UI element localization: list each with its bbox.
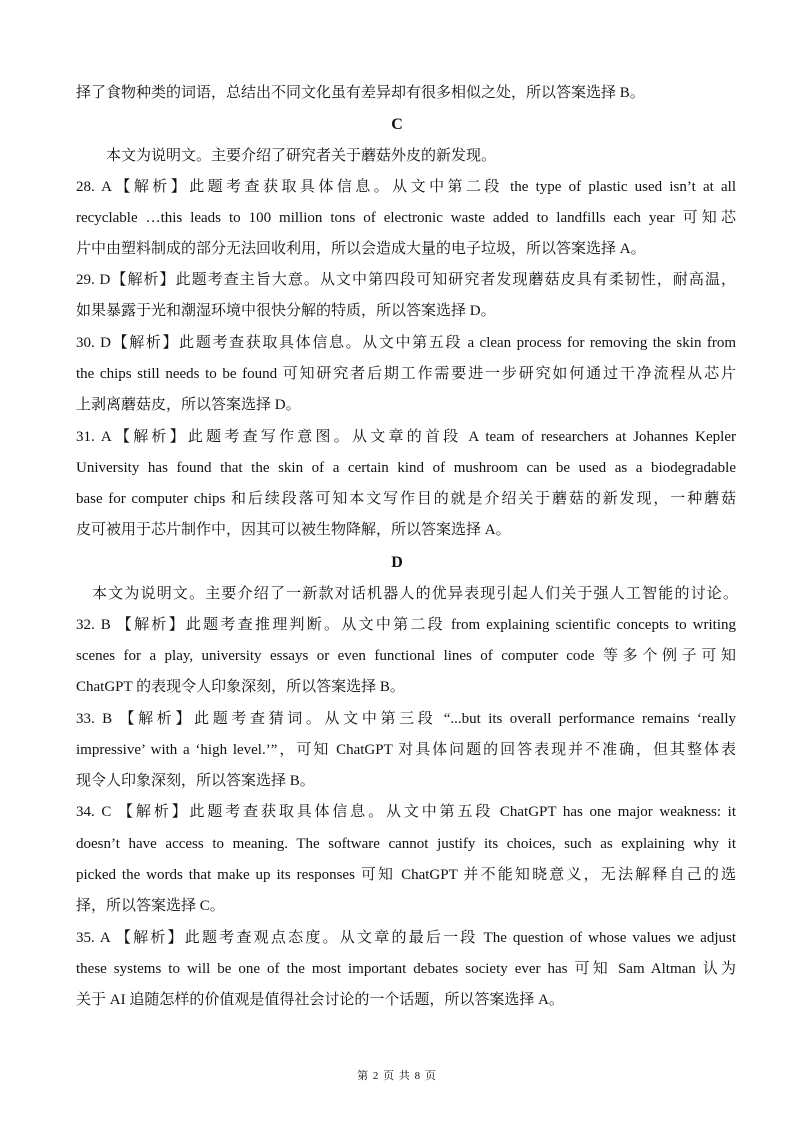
section-heading-d: D [391, 554, 403, 571]
answer-30-line: 上剥离蘑菇皮，所以答案选择 D。 [76, 397, 301, 413]
answer-31-line: base for computer chips 和后续段落可知本文写作目的就是介绍关于蘑菇的新发现，一种蘑菇 [76, 491, 736, 507]
answer-34-line: 34. C 【解析】此题考查获取具体信息。从文中第五段 ChatGPT has one major weakness: it [76, 804, 736, 820]
answer-33-line: 33. B 【解析】此题考查猜词。从文中第三段 “...but its overall performance remains ‘really [76, 711, 736, 727]
answer-35-line: these systems to will be one of the most important debates society ever has 可知 Sam Altman 认为 [76, 961, 736, 977]
answer-31-line: University has found that the skin of a certain kind of mushroom can be used as a biodegradable [76, 460, 736, 476]
answer-31-line: 31. A【解析】此题考查写作意图。从文章的首段 A team of researchers at Johannes Kepler [76, 429, 736, 445]
answer-33-line: impressive’ with a ‘high level.’”，可知 ChatGPT 对具体问题的回答表现并不准确，但其整体表 [76, 742, 736, 758]
answer-35-line: 关于 AI 追随怎样的价值观是值得社会讨论的一个话题，所以答案选择 A。 [76, 992, 564, 1008]
answer-28-line: 片中由塑料制成的部分无法回收利用，所以会造成大量的电子垃圾，所以答案选择 A。 [76, 241, 646, 257]
answer-33-line: 现令人印象深刻，所以答案选择 B。 [76, 773, 315, 789]
answer-32-line: ChatGPT 的表现令人印象深刻，所以答案选择 B。 [76, 679, 405, 695]
answer-31-line: 皮可被用于芯片制作中，因其可以被生物降解，所以答案选择 A。 [76, 522, 511, 538]
answer-34-line: doesn’t have access to meaning. The software cannot justify its choices, such as explaining why it [76, 836, 736, 852]
answer-28-line: 28. A【解析】此题考查获取具体信息。从文中第二段 the type of plastic used isn’t at all [76, 179, 736, 195]
answer-32-line: scenes for a play, university essays or even functional lines of computer code 等多个例子可知 [76, 648, 736, 664]
answer-34-line: 择，所以答案选择 C。 [76, 898, 225, 914]
answer-29-line: 如果暴露于光和潮湿环境中很快分解的特质，所以答案选择 D。 [76, 303, 496, 319]
section-c-intro: 本文为说明文。主要介绍了研究者关于蘑菇外皮的新发现。 [106, 148, 497, 164]
continued-answer-line: 择了食物种类的词语，总结出不同文化虽有差异却有很多相似之处，所以答案选择 B。 [76, 85, 645, 101]
page-number-footer: 第 2 页 共 8 页 [357, 1070, 437, 1082]
answer-34-line: picked the words that make up its responses 可知 ChatGPT 并不能知晓意义，无法解释自己的选 [76, 867, 736, 883]
answer-30-line: the chips still needs to be found 可知研究者后期工作需要进一步研究如何通过干净流程从芯片 [76, 366, 736, 382]
answer-29-line: 29. D【解析】此题考查主旨大意。从文中第四段可知研究者发现蘑菇皮具有柔韧性，耐高温， [76, 272, 736, 288]
answer-35-line: 35. A 【解析】此题考查观点态度。从文章的最后一段 The question of whose values we adjust [76, 930, 736, 946]
section-heading-c: C [391, 116, 403, 133]
answer-32-line: 32. B 【解析】此题考查推理判断。从文中第二段 from explaining scientific concepts to writing [76, 617, 736, 633]
answer-30-line: 30. D【解析】此题考查获取具体信息。从文中第五段 a clean process for removing the skin from [76, 335, 736, 351]
answer-28-line: recyclable …this leads to 100 million tons of electronic waste added to landfills each year 可知芯 [76, 210, 736, 226]
section-d-intro: 本文为说明文。主要介绍了一新款对话机器人的优异表现引起人们关于强人工智能的讨论。 [92, 586, 738, 602]
